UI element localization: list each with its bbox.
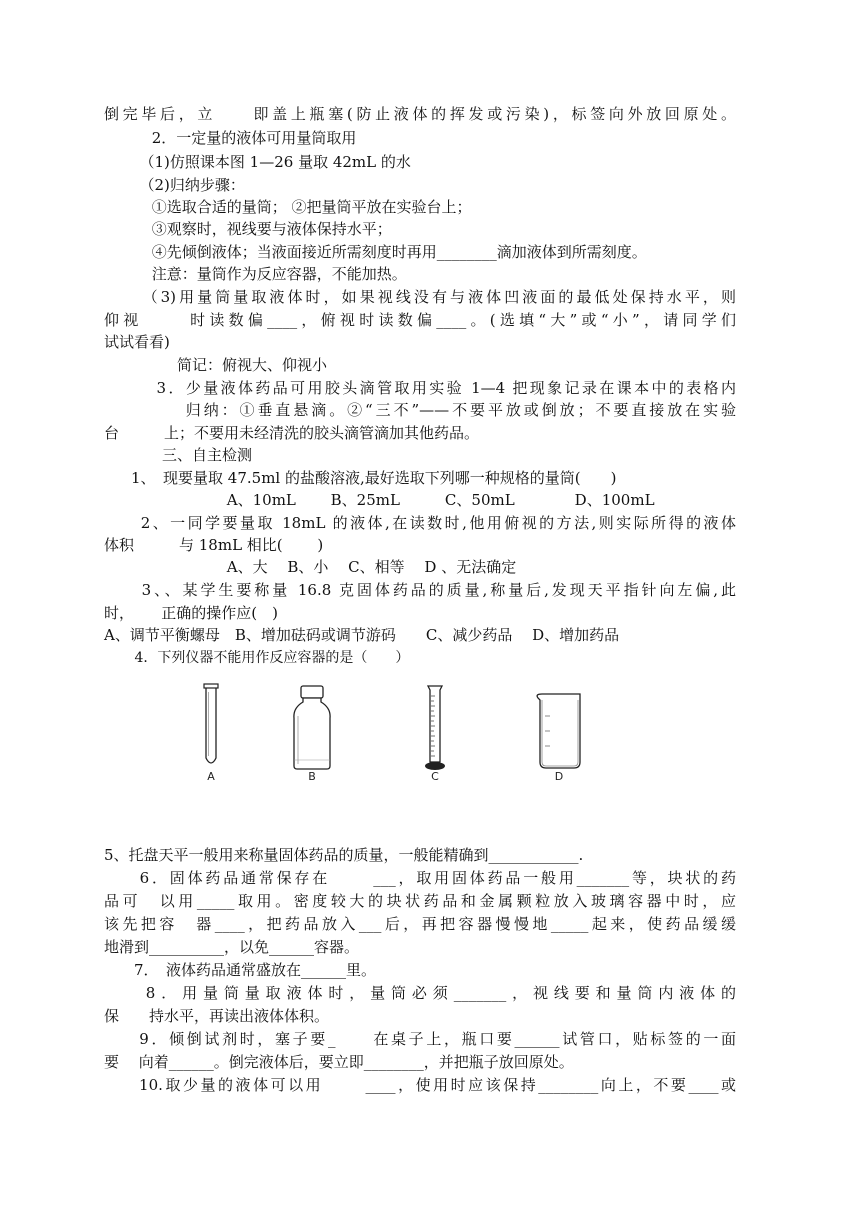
apparatus-figure (190, 676, 590, 796)
text-line-10: 仰视 时读数偏____，俯视时读数偏____。(选填“大”或“小”，请同学们 (104, 311, 736, 329)
graduated-cylinder-icon (425, 686, 445, 770)
figure-label-d: D (554, 770, 564, 783)
question-6: 6．固体药品通常保存在 ___，取用固体药品一般用_______等，块状的药 (104, 869, 736, 887)
text-line-4: （2)归纳步骤： (132, 176, 245, 194)
section-heading: 三、自主检测 (132, 446, 253, 464)
text-line-14: 归纳：①垂直悬滴。②“三不”——不要平放或倒放；不要直接放在实验 (132, 401, 736, 419)
text-line-6: ③观察时，视线要与液体保持水平； (132, 220, 392, 238)
text-line-5: ①选取合适的量筒； ②把量筒平放在实验台上； (132, 198, 472, 216)
question-9: 9．倾倒试剂时，塞子要_ 在桌子上，瓶口要______试管口，贴标签的一面 (104, 1030, 736, 1048)
figure-label-c: C (431, 770, 439, 783)
test-tube-icon (204, 684, 218, 763)
figure-label-a: A (207, 770, 215, 783)
question-1-options: A、10mL B、25mL C、50mL D、100mL (132, 491, 655, 509)
question-10: 10.取少量的液体可以用 ____，使用时应该保持________向上，不要____或 (104, 1076, 736, 1094)
question-3: 3、、某学生要称量 16.8 克固体药品的质量,称量后,发现天平指针向左偏,此 (116, 581, 736, 599)
reagent-bottle-icon (294, 686, 330, 769)
text-line-2: 2．一定量的液体可用量筒取用 (132, 129, 357, 147)
text-line-1: 倒完毕后，立 即盖上瓶塞(防止液体的挥发或污染)，标签向外放回原处。 (104, 105, 736, 123)
question-6-cont-2: 该先把容 器____，把药品放入___后，再把容器慢慢地_____起来，使药品缓缓 (104, 915, 736, 933)
question-6-cont-1: 品可 以用_____取用。密度较大的块状药品和金属颗粒放入玻璃容器中时，应 (104, 892, 736, 910)
text-line-12: 简记：俯视大、仰视小 (132, 356, 328, 374)
question-1: 1、 现要量取 47.5ml 的盐酸溶液,最好选取下列哪一种规格的量筒( ) (116, 469, 617, 487)
question-5: 5、托盘天平一般用来称量固体药品的质量，一般能精确到____________. (104, 846, 584, 864)
question-8-cont: 保 持水平，再读出液体体积。 (104, 1007, 330, 1025)
text-line-9: （3)用量筒量取液体时，如果视线没有与液体凹液面的最低处保持水平，则 (132, 288, 736, 306)
text-line-13: 3．少量液体药品可用胶头滴管取用实验 1—4 把现象记录在课本中的表格内 (132, 379, 736, 397)
text-line-8: 注意：量筒作为反应容器，不能加热。 (132, 265, 407, 283)
question-3-cont: 时， 正确的操作应( ) (104, 604, 278, 622)
text-line-15: 台 上；不要用未经清洗的胶头滴管滴加其他药品。 (104, 424, 480, 442)
beaker-icon (537, 694, 580, 768)
text-line-11: 试试看看) (104, 333, 170, 351)
question-4: 4．下列仪器不能用作反应容器的是（ ） (116, 650, 410, 666)
question-2: 2、一同学要量取 18mL 的液体,在读数时,他用俯视的方法,则实际所得的液体 (116, 514, 736, 532)
question-9-cont: 要 向着______。倒完液体后，要立即________，并把瓶子放回原处。 (104, 1053, 574, 1071)
question-7: 7． 液体药品通常盛放在______里。 (104, 961, 377, 979)
question-3-options: A、调节平衡螺母 B、增加砝码或调节游码 C、减少药品 D、增加药品 (104, 626, 620, 644)
figure-label-b: B (308, 770, 316, 783)
question-2-cont: 体积 与 18mL 相比( ) (104, 536, 324, 554)
question-2-options: A、大 B、小 C、相等 D 、无法确定 (132, 558, 517, 576)
question-6-cont-3: 地滑到__________，以免______容器。 (104, 938, 360, 956)
question-8: 8．用量筒量取液体时，量筒必须_______，视线要和量筒内液体的 (104, 984, 736, 1002)
text-line-7: ④先倾倒液体；当液面接近所需刻度时再用________滴加液体到所需刻度。 (132, 243, 647, 261)
text-line-3: （1)仿照课本图 1—26 量取 42mL 的水 (132, 153, 411, 171)
